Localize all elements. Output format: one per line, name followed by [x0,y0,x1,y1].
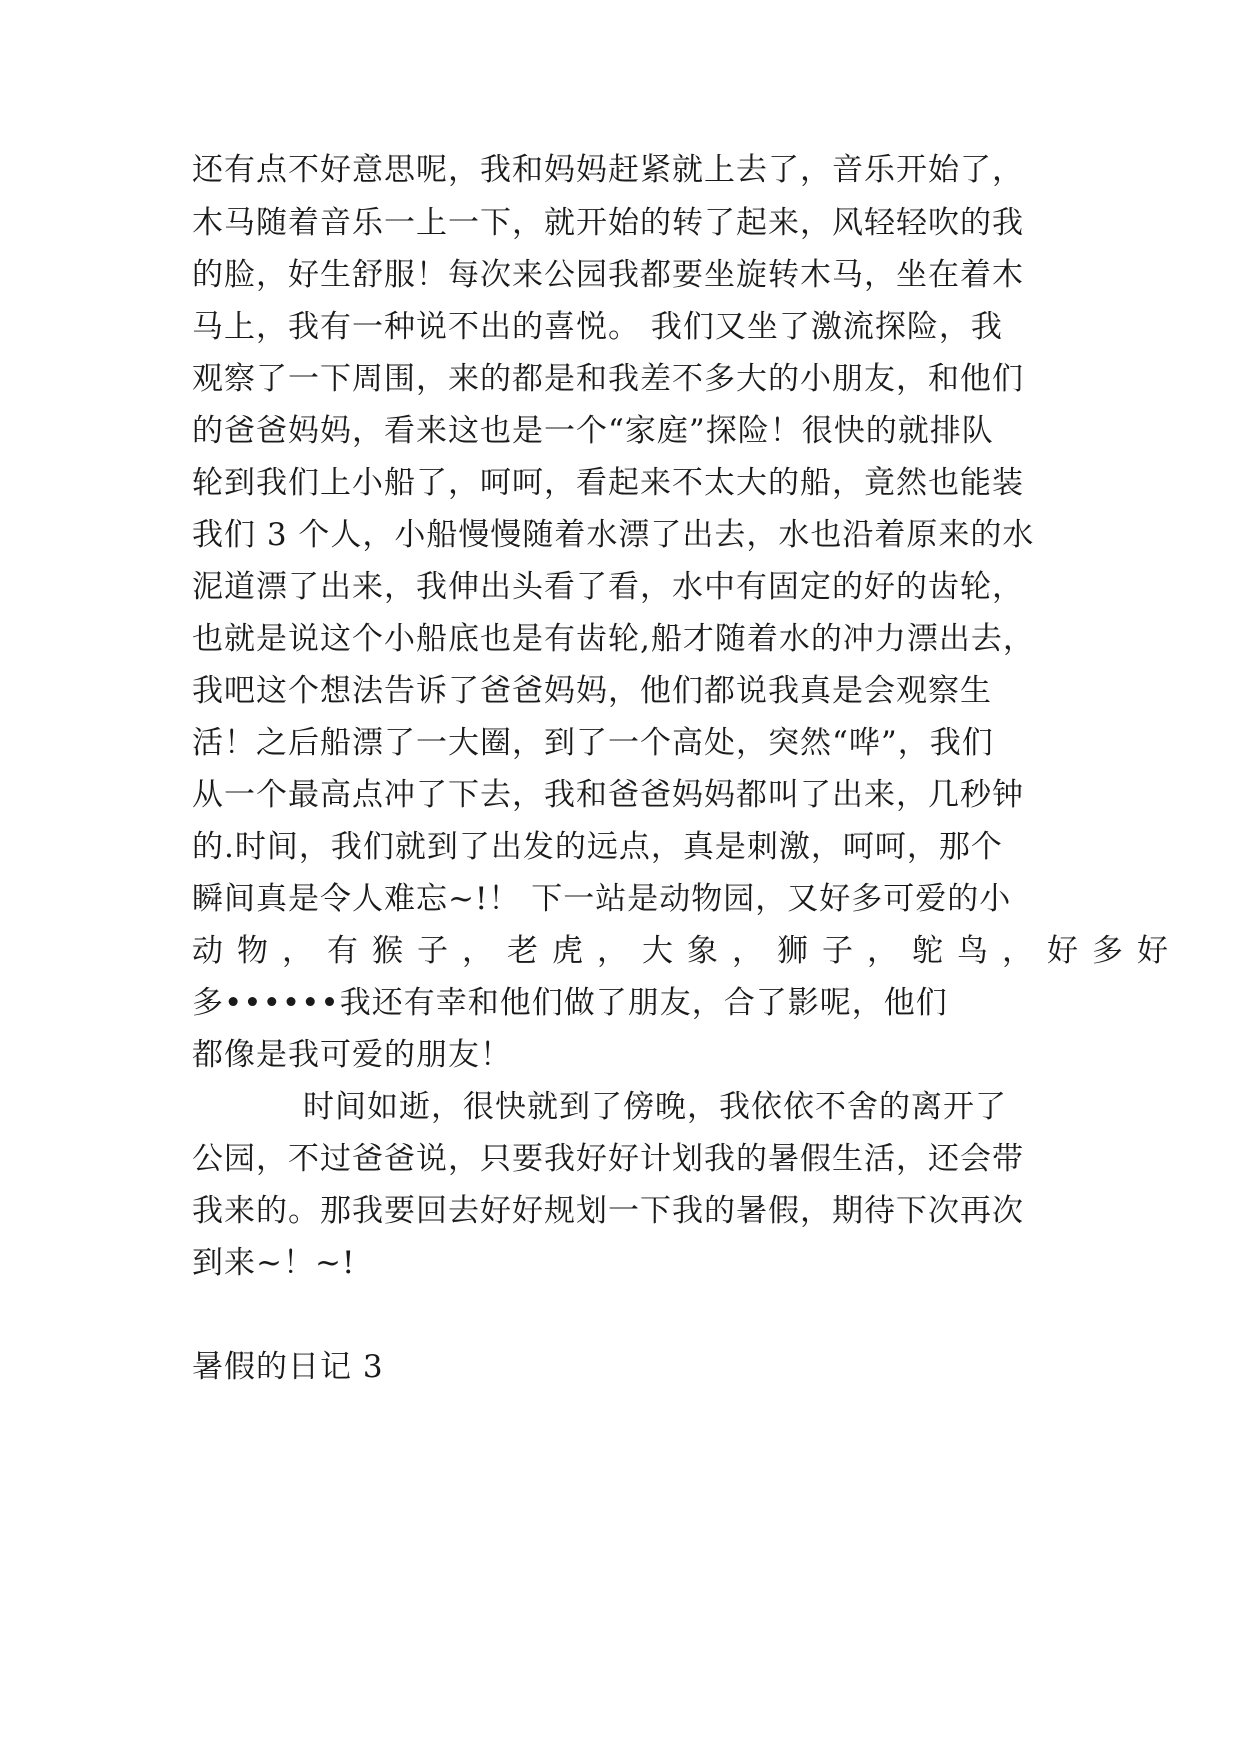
text-line: 还有点不好意思呢，我和妈妈赶紧就上去了，音乐开始了， [192,152,1024,188]
text-line: 木马随着音乐一上一下，就开始的转了起来，风轻轻吹的我 [192,205,1024,241]
text-line: 我来的。那我要回去好好规划一下我的暑假，期待下次再次 [192,1193,1024,1229]
text-line: 我们 3 个人，小船慢慢随着水漂了出去，水也沿着原来的水 [192,517,1035,553]
text-line: 我吧这个想法告诉了爸爸妈妈，他们都说我真是会观察生 [192,673,992,709]
text-line: 的爸爸妈妈，看来这也是一个“家庭”探险！很快的就排队 [192,413,994,449]
text-line: 动物，有猴子，老虎，大象，狮子，鸵鸟，好多好 [192,933,1182,969]
section-heading: 暑假的日记 3 [192,1349,384,1385]
text-line: 公园，不过爸爸说，只要我好好计划我的暑假生活，还会带 [192,1141,1024,1177]
text-line: 观察了一下周围，来的都是和我差不多大的小朋友，和他们 [192,361,1024,397]
text-line: 轮到我们上小船了，呵呵，看起来不太大的船，竟然也能装 [192,465,1024,501]
text-line-indented: 时间如逝，很快就到了傍晚，我依依不舍的离开了 [303,1089,1007,1125]
text-line: 的脸，好生舒服！每次来公园我都要坐旋转木马，坐在着木 [192,257,1024,293]
text-line: 都像是我可爱的朋友！ [192,1037,512,1073]
text-line: 到来~！~! [192,1245,356,1281]
text-line: 从一个最高点冲了下去，我和爸爸妈妈都叫了出来，几秒钟 [192,777,1024,813]
text-line: 活！之后船漂了一大圈，到了一个高处，突然“哗”，我们 [192,725,994,761]
text-line: 泥道漂了出来，我伸出头看了看，水中有固定的好的齿轮， [192,569,1024,605]
text-line: 马上，我有一种说不出的喜悦。 我们又坐了激流探险，我 [192,309,1003,345]
text-line: 的.时间，我们就到了出发的远点，真是刺激，呵呵，那个 [192,829,1003,865]
text-line: 瞬间真是令人难忘~!！ 下一站是动物园，又好多可爱的小 [192,881,1012,917]
text-line: 多••••••我还有幸和他们做了朋友，合了影呢，他们 [192,985,948,1021]
text-line: 也就是说这个小船底也是有齿轮,船才随着水的冲力漂出去， [192,621,1035,657]
